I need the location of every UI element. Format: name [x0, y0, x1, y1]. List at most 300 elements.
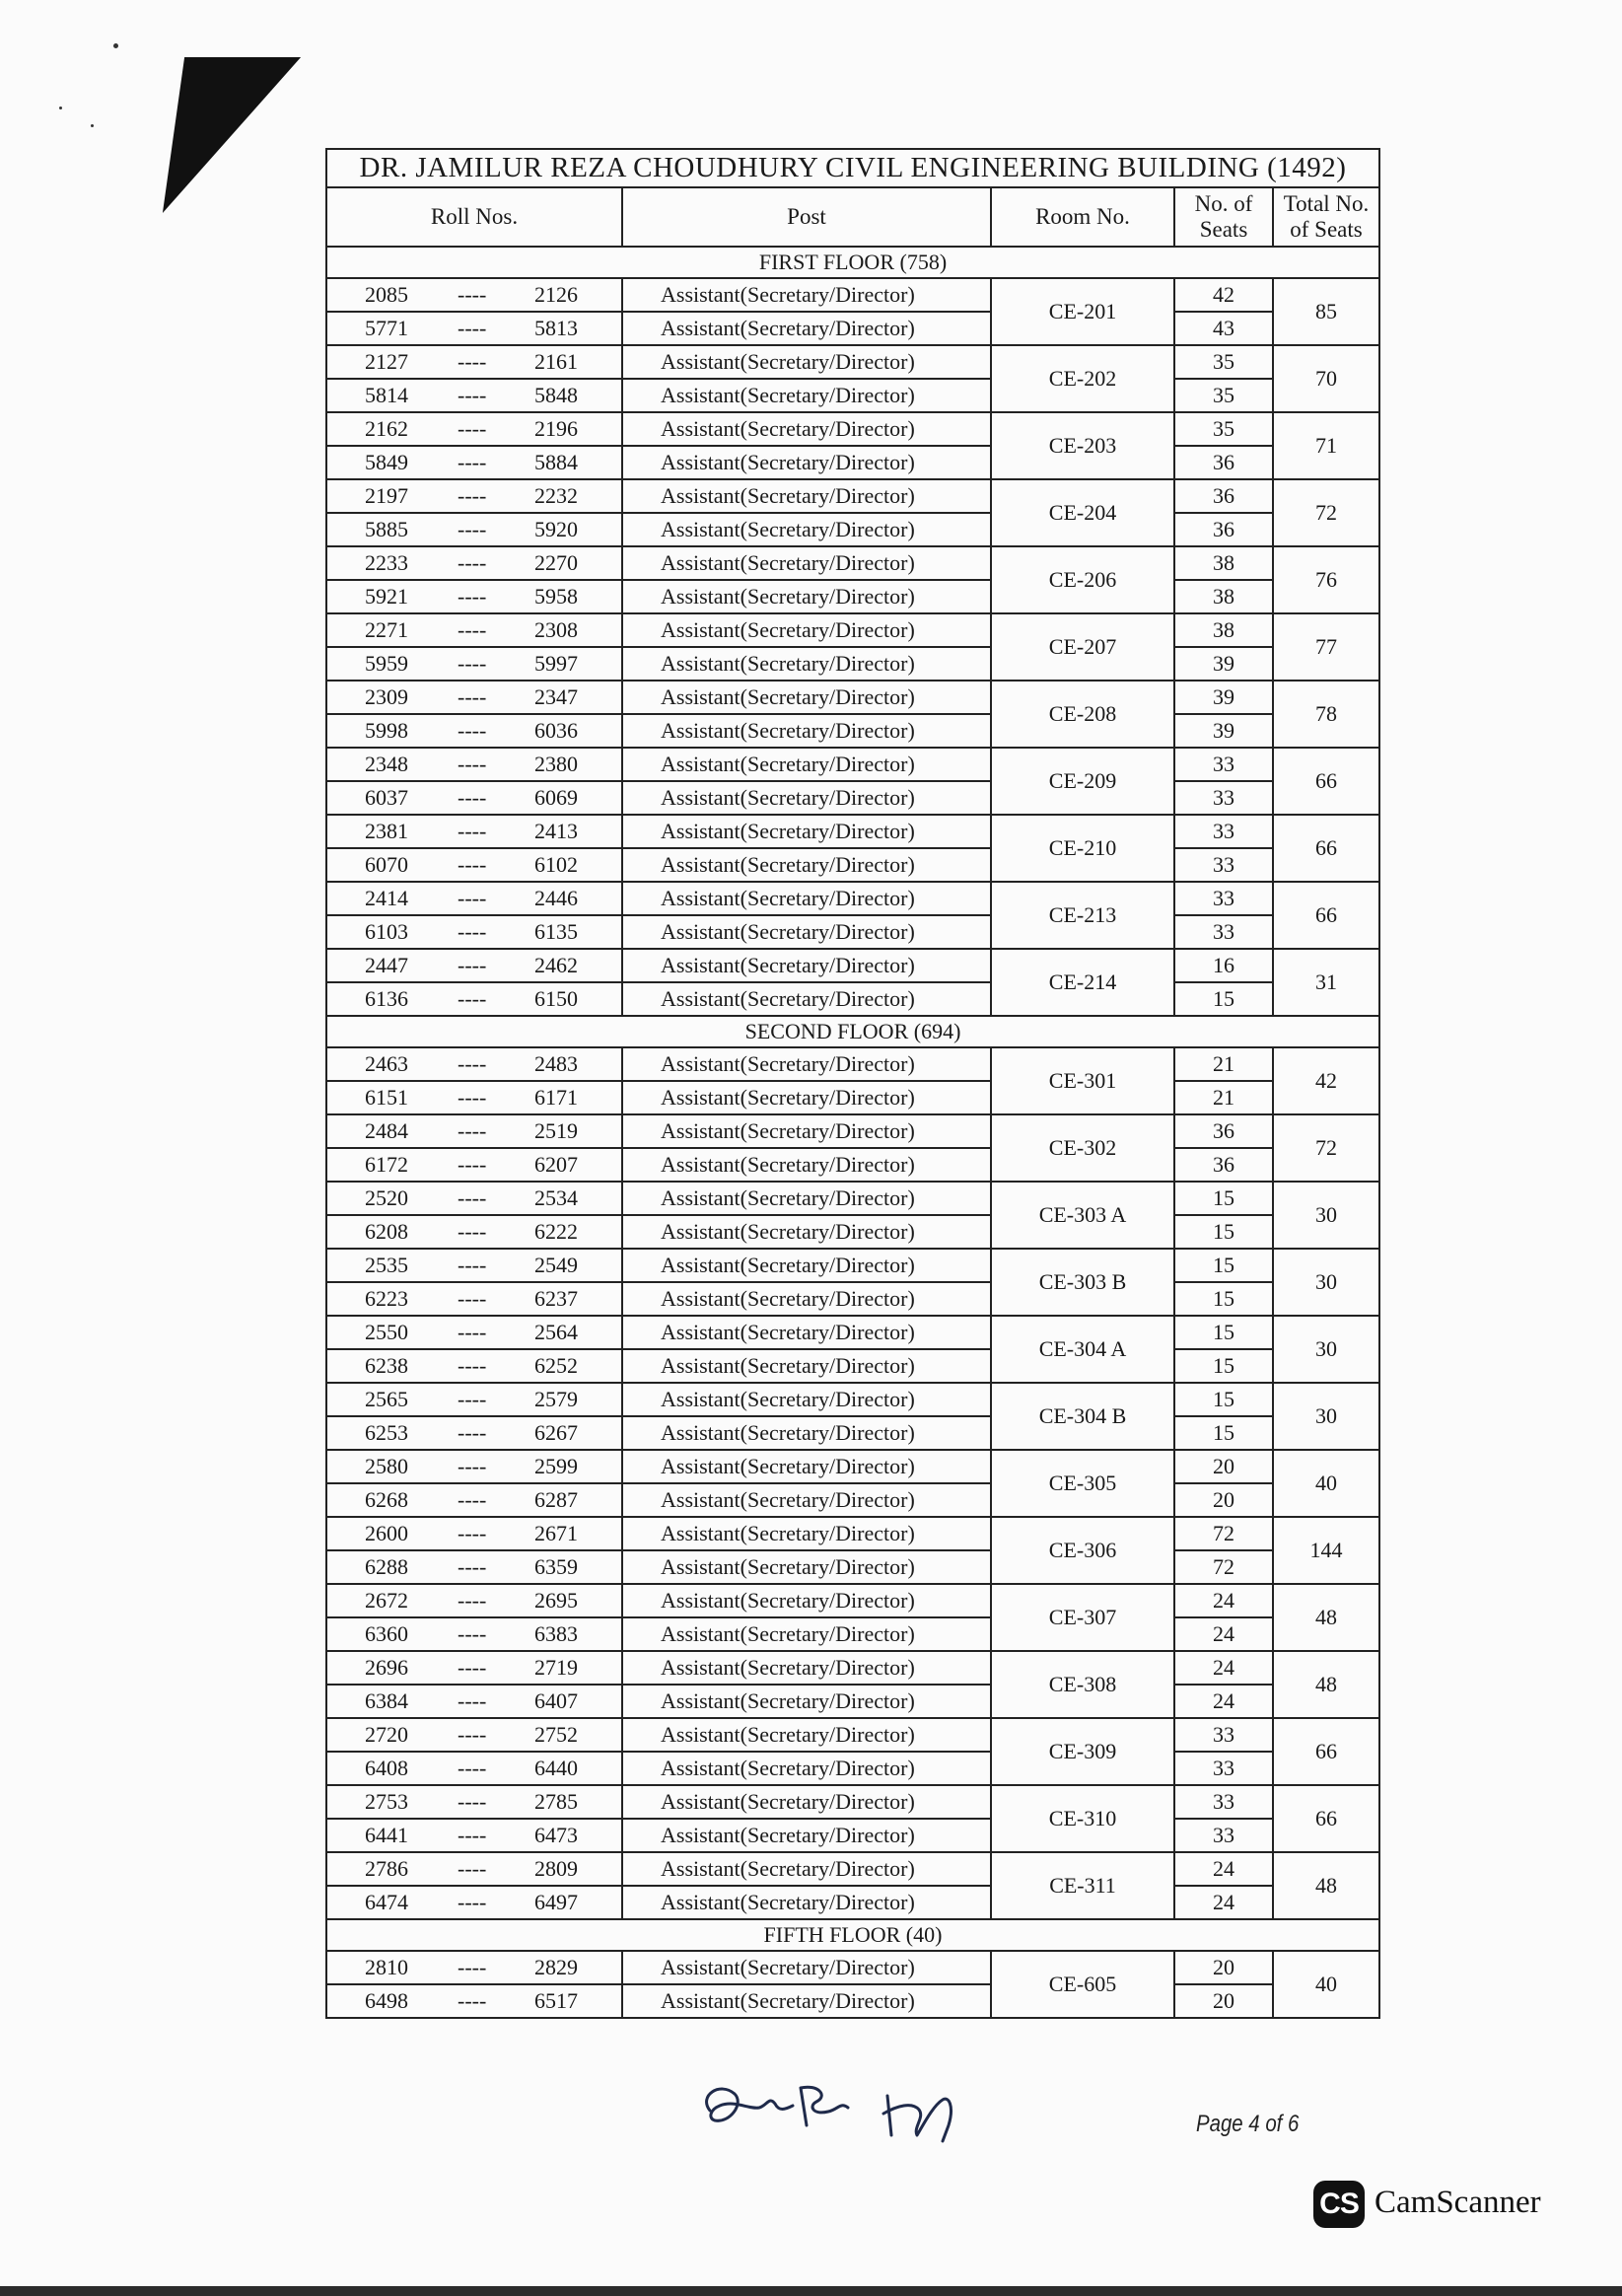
roll-from: 2162 — [365, 416, 408, 441]
roll-range — [326, 748, 622, 781]
table-row — [326, 1249, 1379, 1282]
roll-from: 6172 — [365, 1152, 408, 1177]
total-seats: 42 — [1273, 1047, 1379, 1114]
total-seats: 66 — [1273, 1785, 1379, 1852]
roll-dash: ---- — [458, 1521, 487, 1545]
roll-range — [326, 1617, 622, 1651]
room-no: CE-305 — [991, 1450, 1174, 1517]
post-cell: Assistant(Secretary/Director) — [622, 1114, 991, 1148]
table-row — [326, 312, 1379, 345]
roll-from: 6208 — [365, 1219, 408, 1244]
roll-dash: ---- — [458, 1152, 487, 1177]
total-seats: 30 — [1273, 1182, 1379, 1249]
table-row — [326, 580, 1379, 613]
camscanner-watermark: CamScanner — [1375, 2185, 1541, 2220]
roll-range — [326, 681, 622, 714]
seat-count: 39 — [1174, 647, 1273, 681]
roll-dash: ---- — [458, 651, 487, 676]
total-seats: 76 — [1273, 546, 1379, 613]
post-cell: Assistant(Secretary/Director) — [622, 781, 991, 815]
table-row — [326, 1215, 1379, 1249]
roll-dash: ---- — [458, 1487, 487, 1512]
post-cell: Assistant(Secretary/Director) — [622, 982, 991, 1016]
post-cell: Assistant(Secretary/Director) — [622, 815, 991, 848]
roll-from: 2580 — [365, 1454, 408, 1478]
roll-range — [326, 546, 622, 580]
roll-to: 6135 — [534, 919, 578, 944]
room-no: CE-307 — [991, 1584, 1174, 1651]
room-no: CE-304 A — [991, 1316, 1174, 1383]
table-row — [326, 1517, 1379, 1550]
roll-from: 2535 — [365, 1253, 408, 1277]
roll-to: 6473 — [534, 1823, 578, 1847]
roll-range — [326, 1584, 622, 1617]
roll-range — [326, 1819, 622, 1852]
roll-to: 6252 — [534, 1353, 578, 1378]
roll-range — [326, 781, 622, 815]
table-row — [326, 1550, 1379, 1584]
table-row — [326, 412, 1379, 446]
post-cell: Assistant(Secretary/Director) — [622, 1550, 991, 1584]
seat-count: 33 — [1174, 882, 1273, 915]
seat-count: 35 — [1174, 345, 1273, 379]
roll-to: 2671 — [534, 1521, 578, 1545]
roll-dash: ---- — [458, 349, 487, 374]
seat-plan-table — [325, 148, 1380, 2019]
table-row — [326, 1951, 1379, 1984]
roll-from: 2197 — [365, 483, 408, 508]
roll-from: 6253 — [365, 1420, 408, 1445]
roll-dash: ---- — [458, 1554, 487, 1579]
roll-from: 2786 — [365, 1856, 408, 1881]
table-row — [326, 848, 1379, 882]
post-cell: Assistant(Secretary/Director) — [622, 546, 991, 580]
roll-dash: ---- — [458, 1789, 487, 1814]
roll-dash: ---- — [458, 383, 487, 407]
post-cell: Assistant(Secretary/Director) — [622, 1349, 991, 1383]
roll-from: 2447 — [365, 953, 408, 977]
roll-from: 6037 — [365, 785, 408, 810]
roll-to: 6359 — [534, 1554, 578, 1579]
seat-count: 24 — [1174, 1584, 1273, 1617]
seat-count: 20 — [1174, 1450, 1273, 1483]
roll-to: 2347 — [534, 684, 578, 709]
post-cell: Assistant(Secretary/Director) — [622, 1282, 991, 1316]
roll-dash: ---- — [458, 919, 487, 944]
roll-range — [326, 848, 622, 882]
table-row — [326, 1047, 1379, 1081]
roll-range — [326, 647, 622, 681]
roll-to: 6171 — [534, 1085, 578, 1110]
roll-dash: ---- — [458, 584, 487, 609]
roll-from: 2520 — [365, 1185, 408, 1210]
roll-from: 6408 — [365, 1756, 408, 1780]
room-no: CE-201 — [991, 278, 1174, 345]
seat-count: 38 — [1174, 546, 1273, 580]
room-no: CE-309 — [991, 1718, 1174, 1785]
scan-corner-mark — [163, 57, 301, 213]
post-cell: Assistant(Secretary/Director) — [622, 1383, 991, 1416]
roll-from: 5849 — [365, 450, 408, 474]
table-row — [326, 1416, 1379, 1450]
roll-range — [326, 1752, 622, 1785]
roll-from: 2720 — [365, 1722, 408, 1747]
seat-count: 33 — [1174, 1718, 1273, 1752]
post-cell: Assistant(Secretary/Director) — [622, 681, 991, 714]
total-seats: 48 — [1273, 1651, 1379, 1718]
roll-range — [326, 1984, 622, 2018]
room-no: CE-203 — [991, 412, 1174, 479]
roll-from: 6360 — [365, 1621, 408, 1646]
roll-from: 2753 — [365, 1789, 408, 1814]
roll-to: 2308 — [534, 617, 578, 642]
room-no: CE-206 — [991, 546, 1174, 613]
total-seats: 70 — [1273, 345, 1379, 412]
roll-from: 2600 — [365, 1521, 408, 1545]
total-seats: 30 — [1273, 1249, 1379, 1316]
post-cell: Assistant(Secretary/Director) — [622, 412, 991, 446]
seat-count: 15 — [1174, 1182, 1273, 1215]
roll-range — [326, 613, 622, 647]
room-no: CE-311 — [991, 1852, 1174, 1919]
roll-to: 5813 — [534, 316, 578, 340]
roll-to: 6222 — [534, 1219, 578, 1244]
seat-count: 21 — [1174, 1047, 1273, 1081]
room-no: CE-310 — [991, 1785, 1174, 1852]
roll-from: 6136 — [365, 986, 408, 1011]
header-room-no: Room No. — [991, 187, 1174, 247]
roll-range — [326, 915, 622, 949]
roll-to: 6150 — [534, 986, 578, 1011]
roll-to: 6267 — [534, 1420, 578, 1445]
roll-to: 2829 — [534, 1955, 578, 1979]
roll-from: 6498 — [365, 1988, 408, 2013]
roll-range — [326, 345, 622, 379]
roll-to: 6036 — [534, 718, 578, 743]
seat-count: 33 — [1174, 915, 1273, 949]
post-cell: Assistant(Secretary/Director) — [622, 882, 991, 915]
roll-dash: ---- — [458, 1118, 487, 1143]
table-row — [326, 1349, 1379, 1383]
total-seats: 30 — [1273, 1383, 1379, 1450]
roll-from: 6238 — [365, 1353, 408, 1378]
roll-to: 2413 — [534, 819, 578, 843]
post-cell: Assistant(Secretary/Director) — [622, 714, 991, 748]
roll-from: 2271 — [365, 617, 408, 642]
table-row — [326, 882, 1379, 915]
roll-range — [326, 1450, 622, 1483]
total-seats: 72 — [1273, 479, 1379, 546]
roll-to: 2462 — [534, 953, 578, 977]
post-cell: Assistant(Secretary/Director) — [622, 1047, 991, 1081]
roll-from: 2233 — [365, 550, 408, 575]
roll-from: 2085 — [365, 282, 408, 307]
room-no: CE-303 B — [991, 1249, 1174, 1316]
seat-count: 15 — [1174, 1416, 1273, 1450]
roll-dash: ---- — [458, 1988, 487, 2013]
table-row — [326, 379, 1379, 412]
roll-to: 2232 — [534, 483, 578, 508]
roll-dash: ---- — [458, 1185, 487, 1210]
room-no: CE-304 B — [991, 1383, 1174, 1450]
seat-count: 35 — [1174, 379, 1273, 412]
post-cell: Assistant(Secretary/Director) — [622, 1316, 991, 1349]
roll-to: 2270 — [534, 550, 578, 575]
post-cell: Assistant(Secretary/Director) — [622, 1416, 991, 1450]
roll-dash: ---- — [458, 1688, 487, 1713]
roll-range — [326, 882, 622, 915]
table-row — [326, 1819, 1379, 1852]
post-cell: Assistant(Secretary/Director) — [622, 1752, 991, 1785]
table-row — [326, 1685, 1379, 1718]
roll-from: 5921 — [365, 584, 408, 609]
post-cell: Assistant(Secretary/Director) — [622, 1483, 991, 1517]
seat-count: 33 — [1174, 848, 1273, 882]
roll-dash: ---- — [458, 450, 487, 474]
roll-dash: ---- — [458, 1655, 487, 1680]
total-seats: 66 — [1273, 815, 1379, 882]
roll-from: 6288 — [365, 1554, 408, 1579]
table-row — [326, 1785, 1379, 1819]
room-no: CE-204 — [991, 479, 1174, 546]
roll-range — [326, 714, 622, 748]
roll-to: 6497 — [534, 1890, 578, 1914]
post-cell: Assistant(Secretary/Director) — [622, 479, 991, 513]
roll-dash: ---- — [458, 819, 487, 843]
post-cell: Assistant(Secretary/Director) — [622, 1617, 991, 1651]
roll-from: 2550 — [365, 1320, 408, 1344]
floor-heading: FIRST FLOOR (758) — [326, 247, 1379, 278]
roll-to: 2519 — [534, 1118, 578, 1143]
seat-count: 72 — [1174, 1517, 1273, 1550]
roll-range — [326, 1483, 622, 1517]
roll-from: 2810 — [365, 1955, 408, 1979]
roll-range — [326, 1718, 622, 1752]
post-cell: Assistant(Secretary/Director) — [622, 1215, 991, 1249]
header-post: Post — [622, 187, 991, 247]
roll-from: 2484 — [365, 1118, 408, 1143]
roll-from: 6384 — [365, 1688, 408, 1713]
table-row — [326, 748, 1379, 781]
table-row — [326, 647, 1379, 681]
roll-range — [326, 412, 622, 446]
room-no: CE-308 — [991, 1651, 1174, 1718]
roll-dash: ---- — [458, 1353, 487, 1378]
seat-count: 38 — [1174, 613, 1273, 647]
roll-range — [326, 278, 622, 312]
seat-count: 35 — [1174, 412, 1273, 446]
floor-heading: SECOND FLOOR (694) — [326, 1016, 1379, 1047]
floor-heading: FIFTH FLOOR (40) — [326, 1919, 1379, 1951]
table-row — [326, 1081, 1379, 1114]
roll-dash: ---- — [458, 785, 487, 810]
roll-range — [326, 1785, 622, 1819]
page-number: Page 4 of 6 — [1196, 2111, 1300, 2137]
roll-dash: ---- — [458, 1253, 487, 1277]
roll-from: 5885 — [365, 517, 408, 541]
roll-range — [326, 479, 622, 513]
seat-count: 15 — [1174, 982, 1273, 1016]
roll-to: 2161 — [534, 349, 578, 374]
roll-to: 6237 — [534, 1286, 578, 1311]
roll-from: 5959 — [365, 651, 408, 676]
roll-from: 6103 — [365, 919, 408, 944]
table-row — [326, 915, 1379, 949]
total-seats: 48 — [1273, 1852, 1379, 1919]
table-row — [326, 345, 1379, 379]
roll-to: 5958 — [534, 584, 578, 609]
roll-dash: ---- — [458, 550, 487, 575]
total-seats: 78 — [1273, 681, 1379, 748]
roll-to: 6287 — [534, 1487, 578, 1512]
roll-to: 6517 — [534, 1988, 578, 2013]
post-cell: Assistant(Secretary/Director) — [622, 1852, 991, 1886]
floor-row — [326, 1016, 1379, 1047]
roll-range — [326, 580, 622, 613]
roll-to: 2549 — [534, 1253, 578, 1277]
roll-to: 2534 — [534, 1185, 578, 1210]
roll-to: 6407 — [534, 1688, 578, 1713]
roll-dash: ---- — [458, 416, 487, 441]
table-row — [326, 1114, 1379, 1148]
table-row — [326, 479, 1379, 513]
floor-row — [326, 247, 1379, 278]
post-cell: Assistant(Secretary/Director) — [622, 1450, 991, 1483]
post-cell: Assistant(Secretary/Director) — [622, 1718, 991, 1752]
post-cell: Assistant(Secretary/Director) — [622, 1951, 991, 1984]
roll-dash: ---- — [458, 1454, 487, 1478]
table-row — [326, 1852, 1379, 1886]
roll-dash: ---- — [458, 1286, 487, 1311]
roll-dash: ---- — [458, 1823, 487, 1847]
table-row — [326, 1718, 1379, 1752]
roll-range — [326, 1249, 622, 1282]
table-row — [326, 714, 1379, 748]
post-cell: Assistant(Secretary/Director) — [622, 949, 991, 982]
seat-count: 36 — [1174, 479, 1273, 513]
roll-dash: ---- — [458, 1320, 487, 1344]
table-row — [326, 982, 1379, 1016]
post-cell: Assistant(Secretary/Director) — [622, 1886, 991, 1919]
seat-count: 21 — [1174, 1081, 1273, 1114]
roll-range — [326, 1349, 622, 1383]
seat-count: 33 — [1174, 1785, 1273, 1819]
scan-speck — [91, 124, 94, 127]
table-row — [326, 781, 1379, 815]
seat-count: 20 — [1174, 1483, 1273, 1517]
roll-from: 2381 — [365, 819, 408, 843]
roll-dash: ---- — [458, 1085, 487, 1110]
roll-dash: ---- — [458, 1955, 487, 1979]
roll-dash: ---- — [458, 886, 487, 910]
seat-count: 36 — [1174, 446, 1273, 479]
table-row — [326, 1282, 1379, 1316]
roll-range — [326, 1081, 622, 1114]
roll-to: 2752 — [534, 1722, 578, 1747]
post-cell: Assistant(Secretary/Director) — [622, 1517, 991, 1550]
post-cell: Assistant(Secretary/Director) — [622, 1081, 991, 1114]
total-seats: 31 — [1273, 949, 1379, 1016]
post-cell: Assistant(Secretary/Director) — [622, 446, 991, 479]
roll-to: 2126 — [534, 282, 578, 307]
header-no-of-seats: No. of Seats — [1174, 187, 1273, 247]
roll-to: 6069 — [534, 785, 578, 810]
seat-count: 42 — [1174, 278, 1273, 312]
seat-count: 20 — [1174, 1984, 1273, 2018]
roll-range — [326, 949, 622, 982]
total-seats: 66 — [1273, 882, 1379, 949]
table-row — [326, 1752, 1379, 1785]
roll-range — [326, 1416, 622, 1450]
seat-count: 24 — [1174, 1651, 1273, 1685]
table-row — [326, 1182, 1379, 1215]
roll-to: 2483 — [534, 1051, 578, 1076]
roll-from: 6223 — [365, 1286, 408, 1311]
seat-count: 15 — [1174, 1282, 1273, 1316]
roll-dash: ---- — [458, 752, 487, 776]
camscanner-logo: CS — [1313, 2181, 1365, 2228]
roll-range — [326, 1316, 622, 1349]
table-row — [326, 613, 1379, 647]
roll-from: 5998 — [365, 718, 408, 743]
roll-range — [326, 1651, 622, 1685]
roll-dash: ---- — [458, 316, 487, 340]
table-row — [326, 1450, 1379, 1483]
total-seats: 144 — [1273, 1517, 1379, 1584]
building-title: DR. JAMILUR REZA CHOUDHURY CIVIL ENGINEERING BUILDING (1492) — [326, 149, 1379, 187]
roll-from: 2414 — [365, 886, 408, 910]
roll-to: 5848 — [534, 383, 578, 407]
roll-dash: ---- — [458, 986, 487, 1011]
post-cell: Assistant(Secretary/Director) — [622, 312, 991, 345]
room-no: CE-202 — [991, 345, 1174, 412]
roll-to: 5997 — [534, 651, 578, 676]
roll-to: 5884 — [534, 450, 578, 474]
roll-dash: ---- — [458, 1890, 487, 1914]
post-cell: Assistant(Secretary/Director) — [622, 1984, 991, 2018]
roll-to: 2785 — [534, 1789, 578, 1814]
roll-range — [326, 1383, 622, 1416]
roll-dash: ---- — [458, 1588, 487, 1613]
room-no: CE-605 — [991, 1951, 1174, 2018]
roll-from: 6474 — [365, 1890, 408, 1914]
seat-count: 15 — [1174, 1249, 1273, 1282]
table-row — [326, 681, 1379, 714]
roll-dash: ---- — [458, 1051, 487, 1076]
roll-range — [326, 1685, 622, 1718]
room-no: CE-209 — [991, 748, 1174, 815]
seat-count: 24 — [1174, 1617, 1273, 1651]
scan-speck — [113, 43, 118, 48]
seat-count: 15 — [1174, 1215, 1273, 1249]
table-row — [326, 278, 1379, 312]
seat-count: 20 — [1174, 1951, 1273, 1984]
roll-range — [326, 1852, 622, 1886]
table-row — [326, 1316, 1379, 1349]
roll-from: 6151 — [365, 1085, 408, 1110]
roll-range — [326, 982, 622, 1016]
seat-count: 24 — [1174, 1852, 1273, 1886]
table-row — [326, 1483, 1379, 1517]
room-no: CE-208 — [991, 681, 1174, 748]
table-row — [326, 1617, 1379, 1651]
seat-count: 33 — [1174, 1752, 1273, 1785]
roll-dash: ---- — [458, 718, 487, 743]
roll-to: 2599 — [534, 1454, 578, 1478]
table-row — [326, 1984, 1379, 2018]
roll-range — [326, 1951, 622, 1984]
header-total-seats: Total No. of Seats — [1273, 187, 1379, 247]
